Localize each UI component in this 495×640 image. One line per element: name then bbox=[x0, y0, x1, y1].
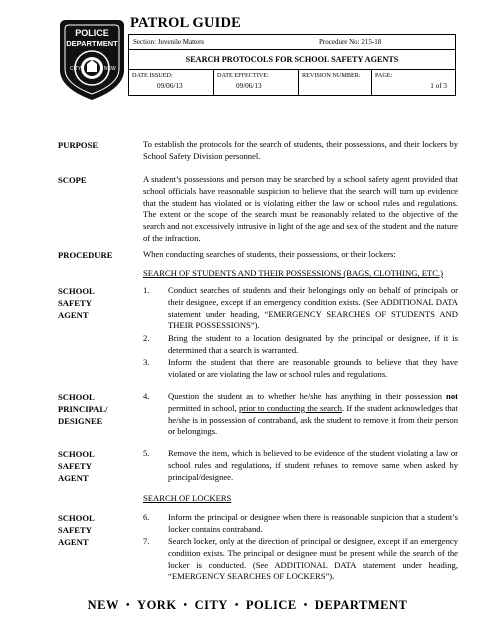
role-line: SAFETY bbox=[58, 298, 92, 308]
role-line: DESIGNEE bbox=[58, 416, 103, 426]
role-label-principal bbox=[58, 391, 108, 427]
step-number: 3. bbox=[143, 357, 150, 367]
role-line: SCHOOL bbox=[58, 392, 95, 402]
page-title: PATROL GUIDE bbox=[130, 15, 242, 31]
step-1-text: Conduct searches of students and their belongings only on behalf of principals or their designee, except if an emergency condition exists. (See ADDITIONAL DATA statement under heading, “EMERGENCY SEARCHES OF STUDENTS AND THEIR POSSESSIONS”). bbox=[168, 285, 458, 331]
bullet-separator: • bbox=[303, 600, 308, 611]
police-department-logo bbox=[58, 18, 126, 102]
section-heading-students: SEARCH OF STUDENTS AND THEIR POSSESSIONS (BAGS, CLOTHING, ETC.) bbox=[143, 268, 443, 278]
svg-text:NEW: NEW bbox=[104, 66, 116, 72]
step-2-text: Bring the student to a location designated by the principal or designee, if it is determined that a search is warranted. bbox=[168, 333, 458, 355]
role-line: AGENT bbox=[58, 537, 89, 547]
date-effective-cell bbox=[214, 70, 299, 95]
document-subject: SEARCH PROTOCOLS FOR SCHOOL SAFETY AGENTS bbox=[129, 50, 455, 70]
step-number: 6. bbox=[143, 512, 150, 522]
page-label: PAGE: bbox=[375, 72, 393, 79]
role-line: SCHOOL bbox=[58, 449, 95, 459]
date-row bbox=[129, 70, 455, 95]
date-effective-value: 09/06/13 bbox=[236, 82, 262, 90]
underlined-phrase: prior to conducting the search bbox=[238, 402, 342, 413]
header-info-box bbox=[128, 34, 456, 96]
role-line: SAFETY bbox=[58, 525, 92, 535]
bullet-separator: • bbox=[126, 600, 131, 611]
role-line: SCHOOL bbox=[58, 286, 95, 296]
role-line: SAFETY bbox=[58, 461, 92, 471]
role-label-agent bbox=[58, 512, 95, 548]
date-issued-label: DATE ISSUED: bbox=[132, 72, 173, 79]
svg-text:POLICE: POLICE bbox=[75, 28, 109, 38]
emphasis-not: not bbox=[446, 391, 458, 401]
role-line: SCHOOL bbox=[58, 513, 95, 523]
step-4-text: Question the student as to whether he/she has anything in their possession not permitted in school, prior to conducting the search. If the student acknowledges that he/she is in possession of contraband, ask the student to remove it from their person or belongings. bbox=[168, 391, 458, 437]
revision-label: REVISION NUMBER: bbox=[302, 72, 361, 79]
date-effective-label: DATE EFFECTIVE: bbox=[217, 72, 269, 79]
role-line: AGENT bbox=[58, 310, 89, 320]
svg-text:CITY: CITY bbox=[70, 66, 82, 72]
role-label-agent bbox=[58, 448, 95, 484]
date-issued-cell bbox=[129, 70, 214, 95]
step-6-text: Inform the principal or designee when there is reasonable suspicion that a student’s locker contains contraband. bbox=[168, 512, 458, 534]
date-issued-value: 09/06/13 bbox=[157, 82, 183, 90]
section-heading-lockers: SEARCH OF LOCKERS bbox=[143, 493, 232, 503]
page-cell bbox=[372, 70, 455, 95]
bullet-separator: • bbox=[234, 600, 239, 611]
step-5-text: Remove the item, which is believed to be evidence of the student violating a law or school rules and regulations, if student refuses to remove same when asked by principal/designee. bbox=[168, 448, 458, 482]
footer-department-name: NEW • YORK • CITY • POLICE • DEPARTMENT bbox=[87, 598, 408, 612]
step-number: 4. bbox=[143, 391, 150, 401]
scope-label: SCOPE bbox=[58, 175, 87, 185]
procedure-label: PROCEDURE bbox=[58, 250, 113, 260]
scope-text: A student’s possessions and person may be searched by a school safety agent provided that school officials have reasonable suspicion to believe that the search will turn up evidence that the student has violated or is violating either the law or school rules and regulations. The extent or the scope of the search must be reasonably related to the objective of the search and not excessively intrusive in light of the age and sex of the student and the nature of the infraction. bbox=[143, 174, 458, 243]
step-number: 2. bbox=[143, 333, 150, 343]
step-number: 1. bbox=[143, 285, 150, 295]
svg-text:DEPARTMENT: DEPARTMENT bbox=[66, 39, 118, 48]
step-3-text: Inform the student that there are reasonable grounds to believe that they have violated or are violating the law or school rules and regulations. bbox=[168, 357, 458, 379]
revision-cell bbox=[299, 70, 372, 95]
procedure-number: Procedure No: 215-18 bbox=[319, 38, 382, 46]
procedure-text: When conducting searches of students, their possessions, or their lockers: bbox=[143, 249, 396, 259]
step-number: 7. bbox=[143, 536, 150, 546]
role-line: AGENT bbox=[58, 473, 89, 483]
section-row bbox=[129, 35, 455, 50]
step-7-text: Search locker, only at the direction of principal or designee, except if an emergency condition exists. The principal or designee must be present while the search of the locker is conducted. (See ADDITIONAL DATA statement under heading, “EMERGENCY SEARCHES OF LOCKERS”). bbox=[168, 536, 458, 582]
purpose-label: PURPOSE bbox=[58, 140, 99, 150]
section-text: Section: Juvenile Matters bbox=[133, 38, 205, 46]
step-number: 5. bbox=[143, 448, 150, 458]
purpose-text: To establish the protocols for the search of students, their possessions, and their lockers by School Safety Division personnel. bbox=[143, 139, 458, 161]
page-number: 1 of 3 bbox=[430, 82, 447, 90]
role-label-agent bbox=[58, 285, 95, 321]
bullet-separator: • bbox=[183, 600, 188, 611]
role-line: PRINCIPAL/ bbox=[58, 404, 108, 414]
